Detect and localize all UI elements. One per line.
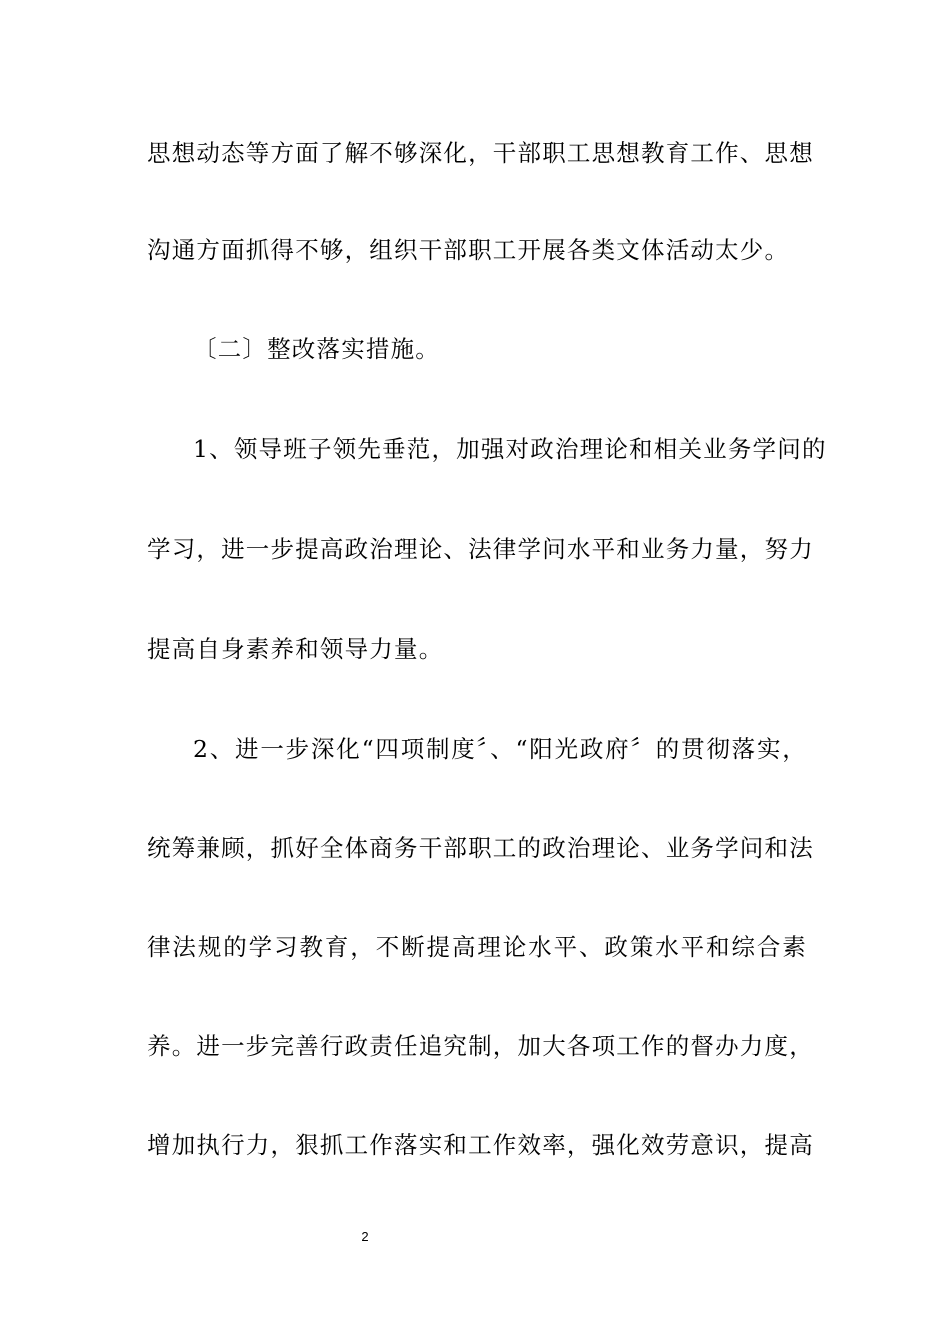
section-heading: 〔二〕整改落实措施。 <box>193 335 440 363</box>
body-text-line: 2、进一步深化“四项制度〞、“阳光政府〞的贯彻落实， <box>193 735 807 763</box>
body-text-line: 增加执行力，狠抓工作落实和工作效率，强化效劳意识，提高 <box>147 1131 814 1159</box>
body-text-line: 沟通方面抓得不够，组织干部职工开展各类文体活动太少。 <box>147 236 790 264</box>
body-text-line: 统筹兼顾，抓好全体商务干部职工的政治理论、业务学问和法 <box>147 834 814 862</box>
body-text-line: 律法规的学习教育，不断提高理论水平、政策水平和综合素 <box>147 933 807 961</box>
page-number: 2 <box>361 1229 369 1244</box>
body-text-line: 养。进一步完善行政责任追究制，加大各项工作的督办力度， <box>147 1032 814 1060</box>
body-text-line: 提高自身素养和领导力量。 <box>147 635 444 663</box>
body-text-line: 思想动态等方面了解不够深化，干部职工思想教育工作、思想 <box>147 139 814 167</box>
body-text-line: 1、领导班子领先垂范，加强对政治理论和相关业务学问的 <box>193 435 827 463</box>
body-text-line: 学习，进一步提高政治理论、法律学问水平和业务力量，努力 <box>147 535 814 563</box>
